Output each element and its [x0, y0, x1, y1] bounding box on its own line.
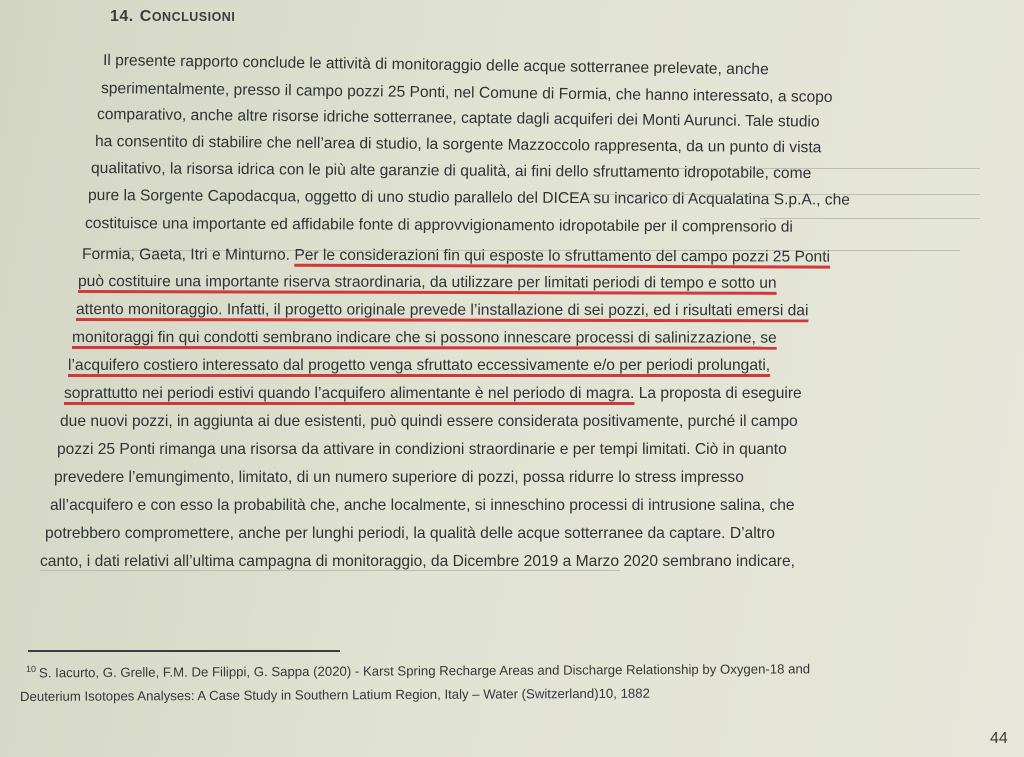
footnote-marker: 10 — [25, 663, 37, 674]
footnote-line: Deuterium Isotopes Analyses: A Case Study in Southern Latium Region, Italy – Water (Switzerland)10, 1882 — [19, 685, 650, 704]
paragraph-line: comparativo, anche altre risorse idriche sotterranee, captate dagli acquiferi dei Monti Aurunci. Tale studio — [96, 106, 820, 131]
paragraph-line: pure la Sorgente Capodacqua, oggetto di uno studio parallelo del DICEA su incarico di Acqualatina S.p.A., che — [87, 187, 851, 209]
paragraph-line: Il presente rapporto conclude le attività di monitoraggio delle acque sotterranee prelevate, anche — [102, 52, 769, 79]
paragraph-line: canto, i dati relativi all’ultima campagna di monitoraggio, da Dicembre 2019 a Marzo 2020 sembrano indicare, — [40, 553, 795, 570]
section-title-initial: C — [139, 8, 152, 25]
footnote-text: S. Iacurto, G. Grelle, F.M. De Filippi, G. Sappa (2020) - Karst Spring Recharge Areas and Discharge Relationship by Oxygen-18 and — [38, 661, 811, 681]
highlighted-text: Per le considerazioni fin qui esposte lo sfruttamento del campo pozzi 25 Ponti — [294, 246, 831, 266]
paragraph-line: prevedere l’emungimento, limitato, di un numero superiore di pozzi, possa ridurre lo stress impresso — [54, 469, 744, 486]
section-heading — [110, 8, 235, 26]
section-title-rest: ONCLUSIONI — [151, 10, 236, 24]
paragraph-line — [82, 246, 830, 267]
paragraph-line: qualitativo, la risorsa idrica con le più alte garanzie di qualità, ai fini dello sfruttamento idropotabile, come — [90, 160, 812, 183]
paragraph-line: due nuovi pozzi, in aggiunta ai due esistenti, può quindi essere considerata positivamente, purché il campo — [60, 413, 798, 430]
paragraph-line: ha consentito di stabilire che nell’area di studio, la sorgente Mazzoccolo rappresenta, da un punto di vista — [94, 133, 822, 157]
paragraph-line — [64, 385, 802, 403]
footnote-separator — [28, 650, 340, 652]
section-number: 14. — [110, 8, 134, 25]
highlighted-text: può costituire una importante riserva straordinaria, da utilizzare per limitati periodi di tempo e sotto un — [77, 273, 777, 292]
paragraph-line-text: Formia, Gaeta, Itri e Minturno. — [81, 246, 291, 264]
paragraph-line — [72, 329, 777, 348]
highlighted-text: attento monitoraggio. Infatti, il progetto originale prevede l’installazione di sei pozzi, ed i risultati emersi dai — [75, 301, 809, 320]
paragraph-line: all’acquifero e con esso la probabilità che, anche localmente, si inneschino processi di intrusione salina, che — [50, 497, 795, 514]
paragraph-line — [78, 273, 777, 293]
highlighted-text: l’acquifero costiero interessato dal progetto venga sfruttato eccessivamente e/o per periodi prolungati, — [68, 357, 771, 374]
footnote-line — [26, 660, 810, 680]
paragraph-line: potrebbero compromettere, anche per lunghi periodi, la qualità delle acque sotterranee da captare. D’altro — [45, 525, 775, 542]
paragraph-line-text: La proposta di eseguire — [638, 385, 802, 402]
highlighted-text: soprattutto nei periodi estivi quando l’acquifero alimentante è nel periodo di magra. — [64, 385, 635, 402]
paragraph-line: pozzi 25 Ponti rimanga una risorsa da attivare in condizioni straordinarie e per tempi limitati. Ciò in quanto — [57, 441, 787, 458]
paragraph-line: costituisce una importante ed affidabile fonte di approvvigionamento idropotabile per il comprensorio di — [84, 215, 793, 236]
page-number: 44 — [990, 730, 1008, 747]
highlighted-text: monitoraggi fin qui condotti sembrano indicare che si possono innescare processi di salinizzazione, se — [71, 329, 777, 347]
paragraph-line: sperimentalmente, presso il campo pozzi 25 Ponti, nel Comune di Formia, che hanno interessato, a scopo — [100, 80, 833, 106]
paragraph-line — [68, 357, 770, 375]
paragraph-line — [76, 301, 808, 320]
pencil-mark — [760, 218, 980, 219]
